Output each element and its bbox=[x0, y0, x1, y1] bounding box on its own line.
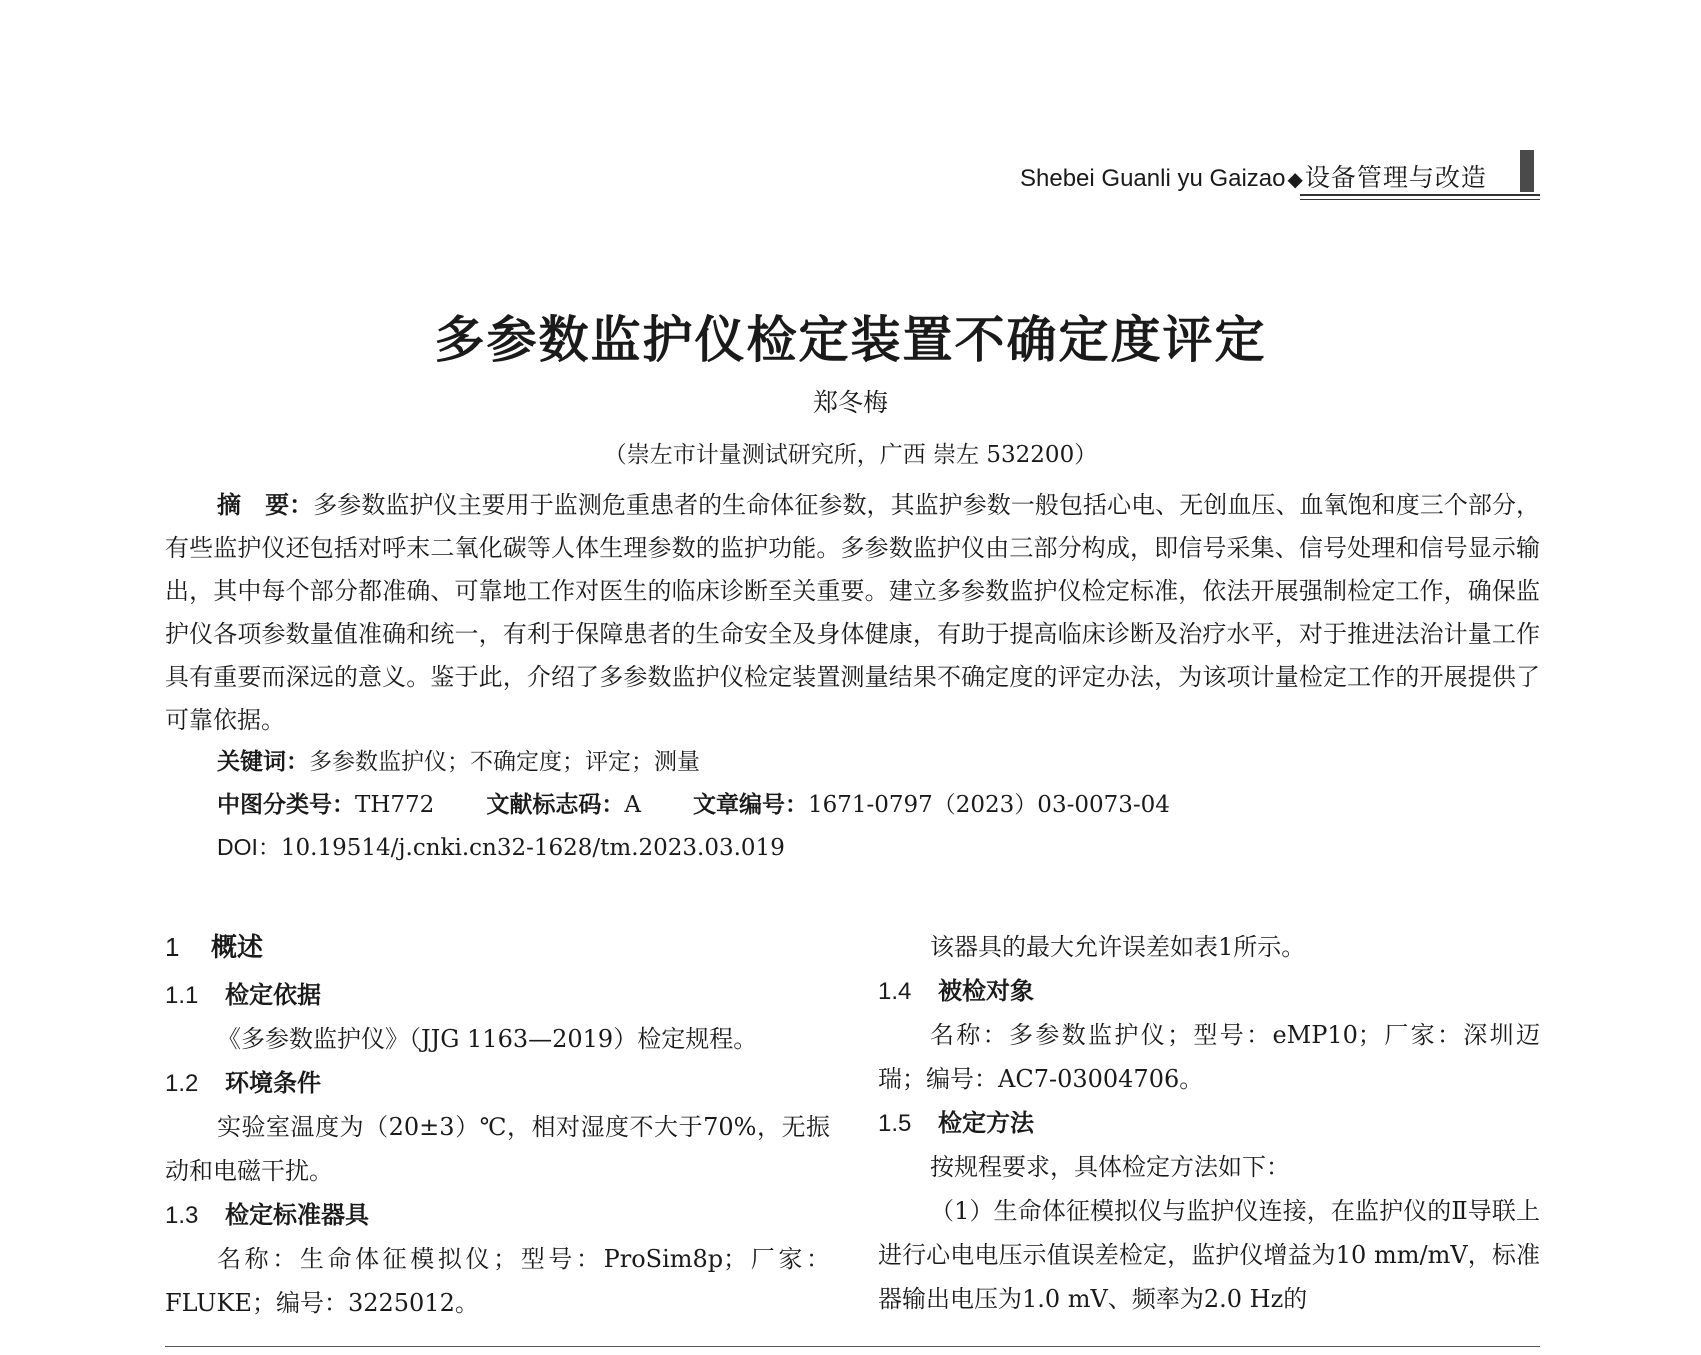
abstract-label: 摘 要： bbox=[217, 491, 314, 519]
section-title: 概述 bbox=[211, 933, 264, 963]
section-heading-1-4 bbox=[878, 969, 1540, 1013]
section-number: 1.2 bbox=[165, 1070, 199, 1097]
doi-line bbox=[217, 829, 785, 862]
paragraph: 按规程要求，具体检定方法如下： bbox=[930, 1153, 1290, 1181]
section-number: 1.3 bbox=[165, 1202, 199, 1229]
section-heading-1-1 bbox=[165, 973, 830, 1017]
journal-pinyin: Shebei Guanli yu Gaizao bbox=[1020, 165, 1286, 192]
paragraph: 名称：生命体征模拟仪；型号：ProSim8p；厂家：FLUKE；编号：3225012。 bbox=[165, 1245, 830, 1317]
keywords-text: 多参数监护仪；不确定度；评定；测量 bbox=[309, 749, 700, 775]
section-title: 被检对象 bbox=[938, 977, 1034, 1005]
header-bar-mark bbox=[1520, 150, 1534, 192]
abstract bbox=[165, 484, 1540, 742]
section-heading-1-3 bbox=[165, 1193, 830, 1237]
paragraph: 名称：多参数监护仪；型号：eMP10；厂家：深圳迈瑞；编号：AC7-03004706。 bbox=[878, 1021, 1540, 1093]
body-column-left bbox=[165, 925, 830, 1325]
doi-label: DOI： bbox=[217, 834, 281, 860]
section-heading-1-2 bbox=[165, 1061, 830, 1105]
doc-code-value: A bbox=[624, 792, 641, 818]
body-column-right bbox=[878, 925, 1540, 1321]
doc-code-label: 文献标志码： bbox=[486, 792, 625, 818]
paragraph: 《多参数监护仪》（JJG 1163—2019）检定规程。 bbox=[217, 1025, 758, 1053]
paragraph: （1）生命体征模拟仪与监护仪连接，在监护仪的Ⅱ导联上进行心电电压示值误差检定，监护仪增益为10 mm/mV，标准器输出电压为1.0 mV、频率为2.0 Hz的 bbox=[878, 1197, 1540, 1313]
article-no-value: 1671-0797（2023）03-0073-04 bbox=[807, 792, 1170, 818]
section-number: 1.5 bbox=[878, 1110, 912, 1137]
clc-value: TH772 bbox=[355, 792, 435, 818]
keywords-label: 关键词： bbox=[217, 749, 309, 775]
doi-value: 10.19514/j.cnki.cn32-1628/tm.2023.03.019 bbox=[280, 835, 785, 861]
abstract-text: 多参数监护仪主要用于监测危重患者的生命体征参数，其监护参数一般包括心电、无创血压、血氧饱和度三个部分，有些监护仪还包括对呼末二氧化碳等人体生理参数的监护功能。多参数监护仪由三部分构成，即信号采集、信号处理和信号显示输出，其中每个部分都准确、可靠地工作对医生的临床诊断至关重要。建立多参数监护仪检定标准，依法开展强制检定工作，确保监护仪各项参数量值准确和统一，有利于保障患者的生命安全及身体健康，有助于提高临床诊断及治疗水平，对于推进法治计量工作具有重要而深远的意义。鉴于此，介绍了多参数监护仪检定装置测量结果不确定度的评定办法，为该项计量检定工作的开展提供了可靠依据。 bbox=[165, 491, 1541, 734]
classification-line bbox=[217, 786, 1170, 819]
footer-rule bbox=[165, 1346, 1540, 1347]
section-number: 1.1 bbox=[165, 982, 199, 1009]
section-number: 1.4 bbox=[878, 978, 912, 1005]
section-title: 检定标准器具 bbox=[225, 1201, 369, 1229]
paragraph: 该器具的最大允许误差如表1所示。 bbox=[930, 933, 1306, 961]
paper-title: 多参数监护仪检定装置不确定度评定 bbox=[434, 311, 1267, 369]
diamond-icon: ◆ bbox=[1287, 167, 1303, 191]
running-header bbox=[1020, 158, 1540, 190]
section-title: 检定方法 bbox=[938, 1109, 1034, 1137]
paragraph: 实验室温度为（20±3）℃，相对湿度不大于70%，无振动和电磁干扰。 bbox=[165, 1113, 830, 1185]
header-rule-thin bbox=[1300, 199, 1540, 200]
clc-label: 中图分类号： bbox=[217, 792, 355, 818]
section-number: 1 bbox=[165, 932, 180, 962]
section-heading-1-5 bbox=[878, 1101, 1540, 1145]
section-heading-1 bbox=[165, 925, 830, 973]
affiliation: （崇左市计量测试研究所，广西 崇左 532200） bbox=[603, 442, 1098, 468]
journal-cn-name: 设备管理与改造 bbox=[1304, 163, 1487, 192]
article-no-label: 文章编号： bbox=[692, 792, 808, 818]
section-title: 检定依据 bbox=[225, 981, 321, 1009]
author: 郑冬梅 bbox=[812, 388, 888, 417]
keywords bbox=[217, 743, 700, 776]
section-title: 环境条件 bbox=[225, 1069, 321, 1097]
header-rule bbox=[1300, 194, 1540, 196]
